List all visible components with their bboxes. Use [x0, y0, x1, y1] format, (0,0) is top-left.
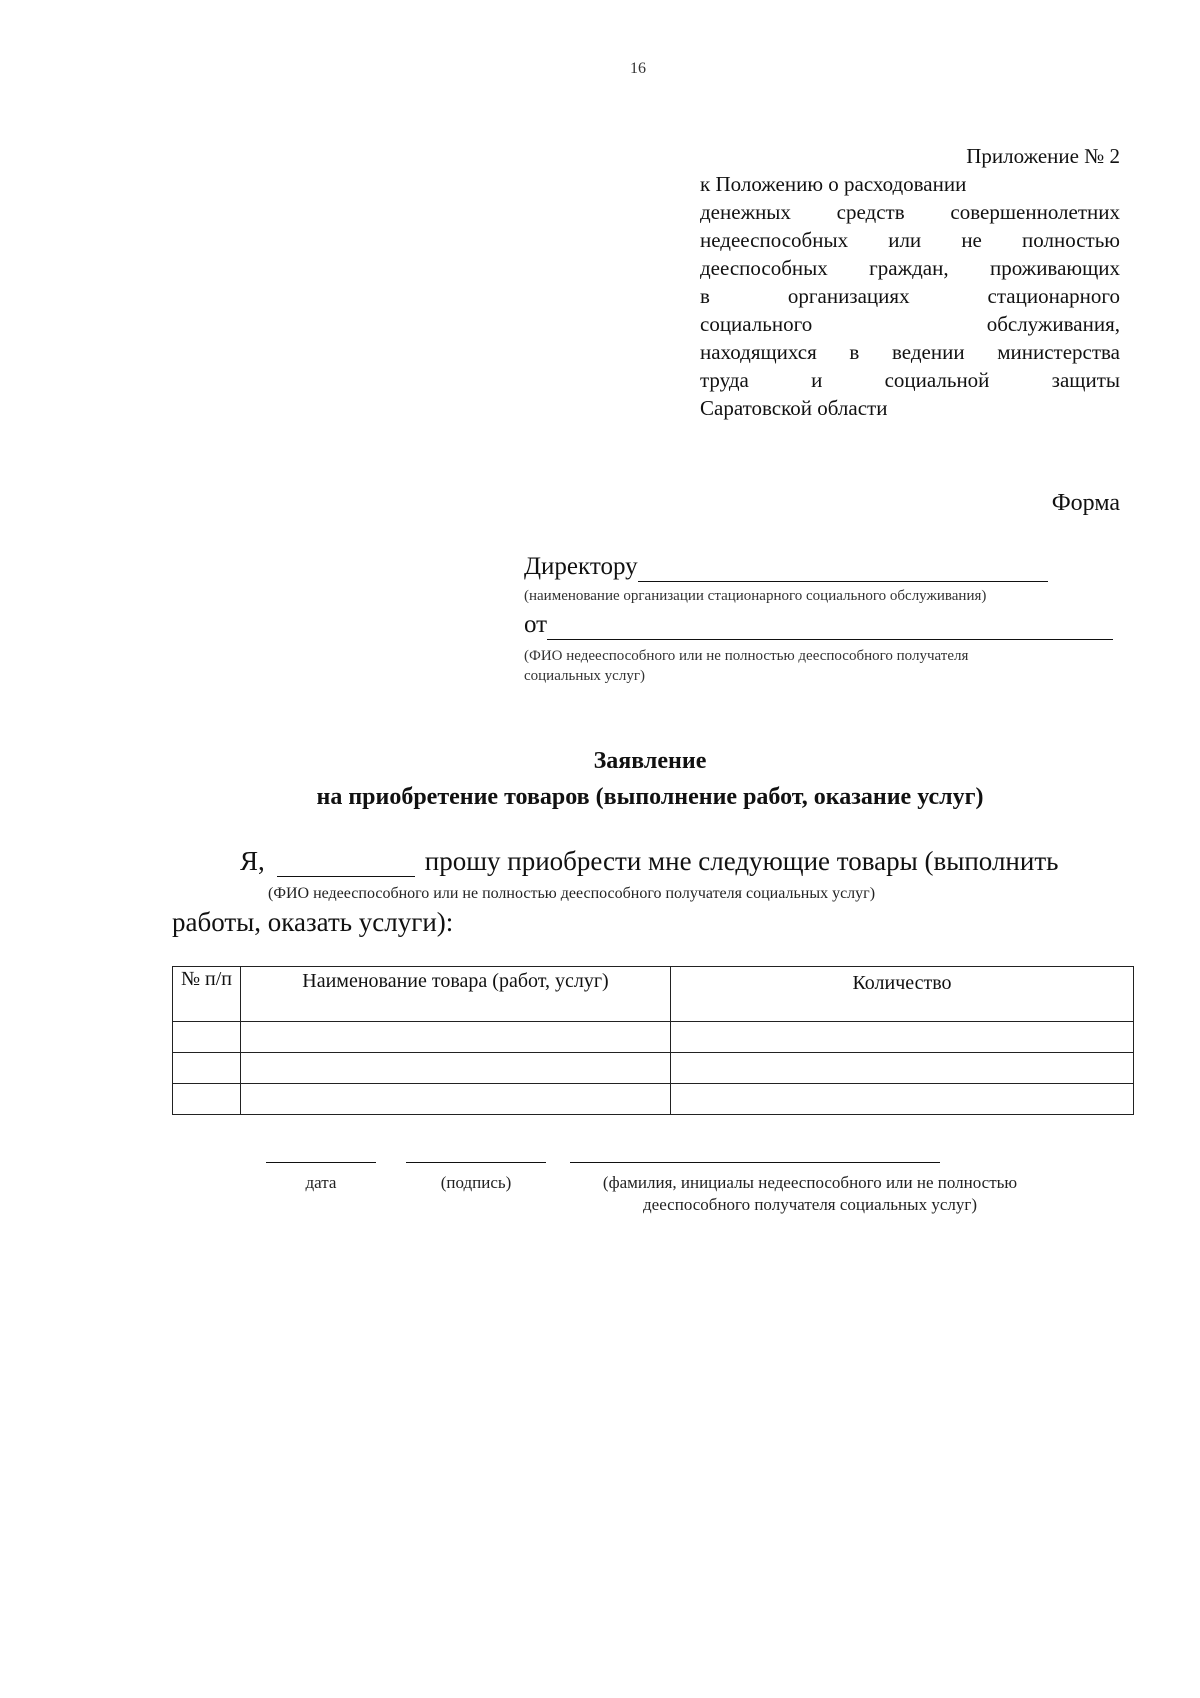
- col-header-number: № п/п: [173, 967, 241, 1022]
- appendix-line: недееспособных или не полностью: [700, 228, 1120, 252]
- director-row: [524, 552, 1120, 582]
- date-field[interactable]: [266, 1162, 376, 1163]
- appendix-line: труда и социальной защиты: [700, 368, 1120, 392]
- request-line: [240, 845, 1058, 877]
- request-text: прошу приобрести мне следующие товары (выполнить: [424, 846, 1059, 876]
- appendix-line: денежных средств совершеннолетних: [700, 200, 1120, 224]
- applicant-name-field[interactable]: [277, 850, 415, 877]
- document-title: Заявление: [593, 748, 707, 774]
- appendix-line: в организациях стационарного: [700, 284, 1120, 308]
- from-row: [524, 610, 1120, 640]
- from-label: от: [524, 611, 548, 638]
- page-number: 16: [630, 60, 646, 77]
- director-label: Директору: [524, 553, 638, 580]
- col-header-quantity: Количество: [671, 967, 1134, 1022]
- director-note: (наименование организации стационарного социального обслуживания): [524, 588, 987, 604]
- table-row: [173, 1022, 1134, 1053]
- director-field[interactable]: [638, 557, 1048, 582]
- appendix-line: находящихся в ведении министерства: [700, 340, 1120, 364]
- cell-name[interactable]: [241, 1053, 671, 1084]
- appendix-line: Саратовской области: [700, 396, 888, 420]
- appendix-header: [700, 142, 1120, 422]
- table-header-row: [173, 967, 1134, 1022]
- items-table: [172, 966, 1134, 1115]
- document-subtitle: на приобретение товаров (выполнение работ, оказание услуг): [316, 784, 984, 810]
- cell-name[interactable]: [241, 1084, 671, 1115]
- signature-label: (подпись): [440, 1173, 512, 1192]
- addressee-block: [524, 552, 1120, 686]
- form-label: Форма: [1051, 490, 1120, 516]
- name-label: (фамилия, инициалы недееспособного или не полностью дееспособного получателя социальных услуг): [602, 1173, 1018, 1214]
- name-field[interactable]: [570, 1162, 940, 1163]
- appendix-line: к Положению о расходовании: [700, 172, 967, 196]
- cell-quantity[interactable]: [671, 1053, 1134, 1084]
- table-row: [173, 1053, 1134, 1084]
- table-row: [173, 1084, 1134, 1115]
- request-note: (ФИО недееспособного или не полностью дееспособного получателя социальных услуг): [268, 885, 876, 902]
- date-label: дата: [305, 1173, 337, 1192]
- appendix-line: социального обслуживания,: [700, 312, 1120, 336]
- request-prefix: Я,: [240, 846, 265, 876]
- request-continuation: работы, оказать услуги):: [172, 907, 454, 937]
- from-field[interactable]: [547, 615, 1113, 640]
- cell-name[interactable]: [241, 1022, 671, 1053]
- appendix-line: дееспособных граждан, проживающих: [700, 256, 1120, 280]
- cell-number[interactable]: [173, 1084, 241, 1115]
- cell-number[interactable]: [173, 1022, 241, 1053]
- signature-block: [266, 1162, 1166, 1222]
- col-header-name: Наименование товара (работ, услуг): [241, 967, 671, 1022]
- cell-number[interactable]: [173, 1053, 241, 1084]
- from-note: (ФИО недееспособного или не полностью дееспособного получателя социальных услуг): [524, 648, 969, 684]
- signature-field[interactable]: [406, 1162, 546, 1163]
- appendix-number: Приложение № 2: [966, 144, 1120, 168]
- cell-quantity[interactable]: [671, 1084, 1134, 1115]
- cell-quantity[interactable]: [671, 1022, 1134, 1053]
